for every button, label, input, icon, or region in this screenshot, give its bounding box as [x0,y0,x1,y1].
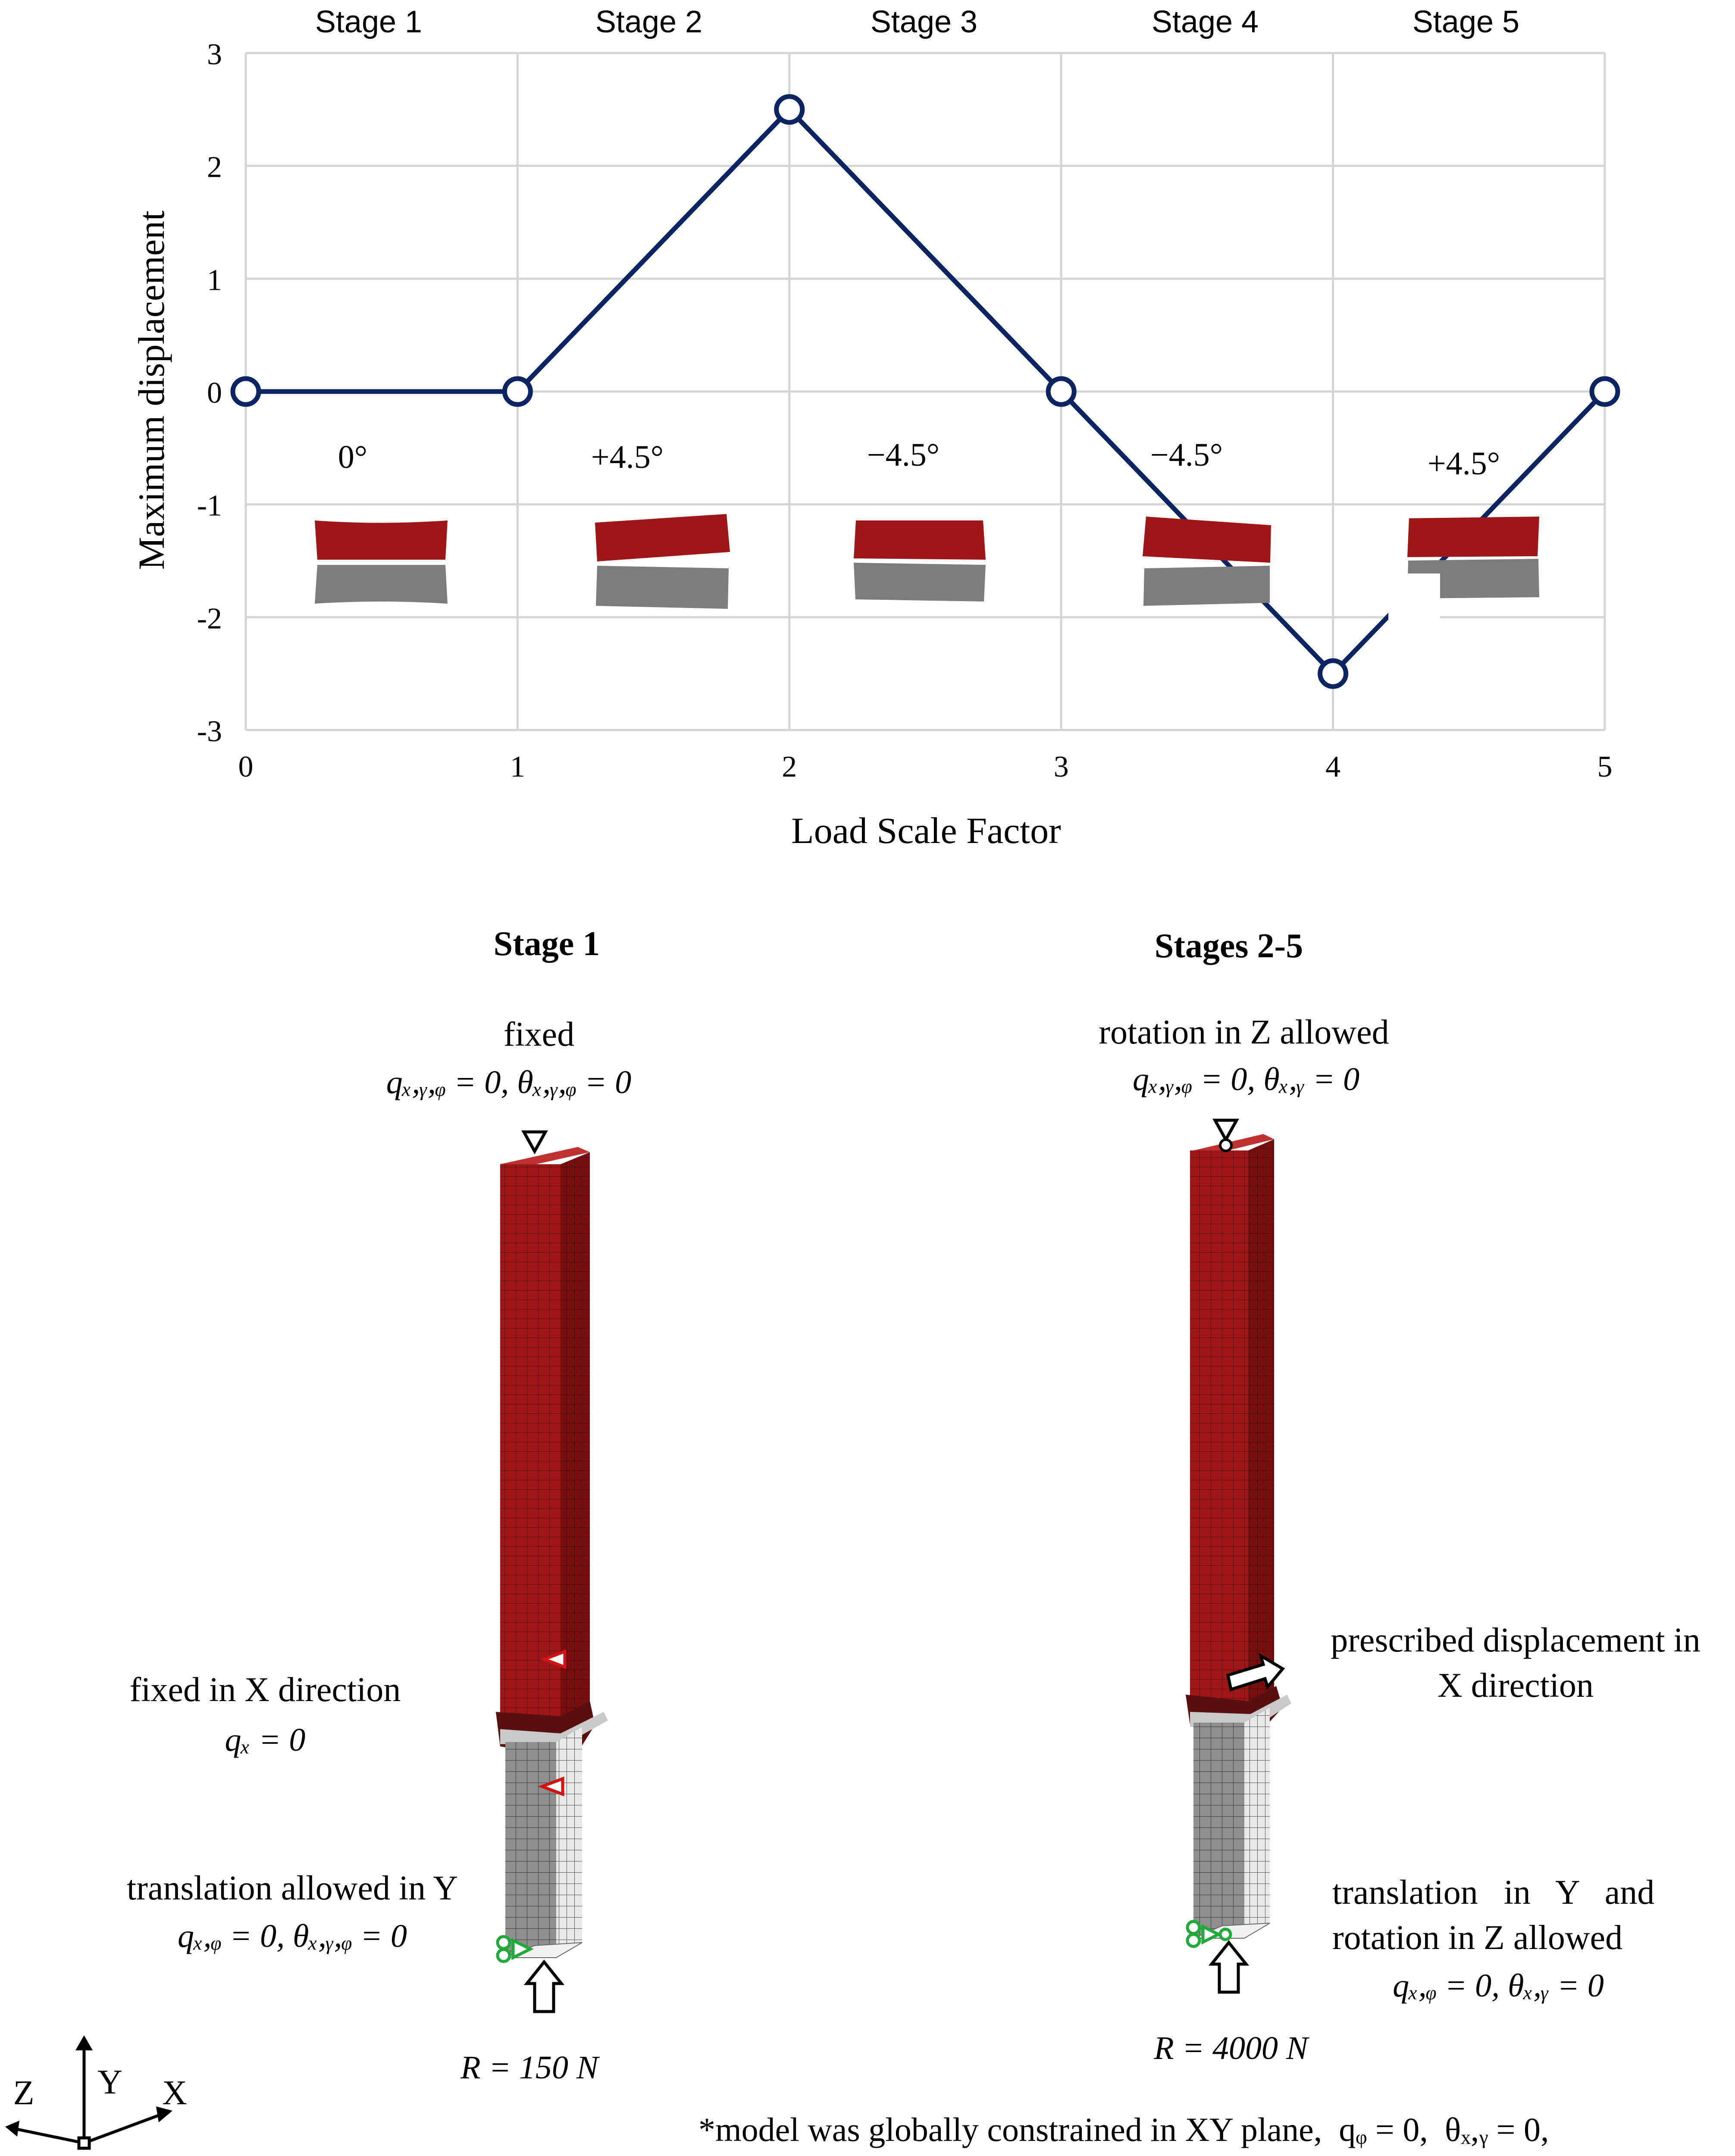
y-tick-label: 2 [207,150,222,184]
stage-1-mid-equation: qₓ = 0 [225,1722,306,1758]
series-point [233,379,259,404]
stage-2-part [1186,1134,1291,1938]
angle-label: −4.5° [867,437,940,473]
joint-rotation-sketches [315,514,1539,621]
stage-label: Stage 1 [315,5,423,39]
stage-1-diagram [127,925,631,2086]
stage-2-mid-label-2: X direction [1437,1667,1594,1705]
series-point [1320,661,1346,686]
line-gap-mask [1388,573,1440,621]
stage-2-bottom-equation: qₓ,ᵩ = 0, θₓ,ᵧ = 0 [1393,1968,1604,2004]
stages-2-5-diagram [1099,927,1700,2066]
y-tick-label: -3 [197,715,222,748]
angle-label: 0° [338,439,368,475]
stage-2-bottom-label-2: rotation in Z allowed [1332,1919,1623,1957]
y-tick-label: 3 [207,38,222,71]
series-point [777,97,802,122]
reaction-force-arrow-2 [1212,1943,1246,1992]
x-tick-label: 4 [1325,750,1341,783]
displacement-chart [131,5,1618,851]
angle-label: +4.5° [591,439,664,475]
x-tick-label: 0 [238,750,254,783]
x-tick-label: 1 [510,750,525,783]
sketch-stage-3 [854,520,986,602]
stage-1-top-equation: qₓ,ᵧ,ᵩ = 0, θₓ,ᵧ,ᵩ = 0 [386,1064,632,1100]
series-point [504,379,530,404]
y-tick-label: -2 [197,602,222,636]
x-tick-label: 3 [1053,750,1069,783]
stage-label: Stage 5 [1412,5,1520,39]
y-tick-label: 0 [207,376,222,410]
triad-x-label: X [162,2074,187,2112]
stage-1-top-label: fixed [503,1015,575,1053]
triad-y-label: Y [97,2063,122,2101]
x-tick-labels [238,750,1613,783]
x-tick-label: 5 [1597,750,1613,783]
stage-1-bottom-equation: qₓ,ᵩ = 0, θₓ,ᵧ,ᵩ = 0 [178,1918,407,1954]
angle-label: +4.5° [1427,445,1500,482]
series-point [1048,379,1074,404]
stage-labels [315,5,1519,39]
x-tick-label: 2 [782,750,797,783]
series-point [1592,379,1618,404]
stage-1-part [496,1147,608,1958]
y-tick-label: 1 [207,263,222,297]
y-tick-labels [197,38,222,748]
stage-1-force: R = 150 N [460,2049,598,2086]
angle-labels [338,437,1500,482]
stage-2-force: R = 4000 N [1154,2030,1308,2066]
fixed-support-marker [524,1132,545,1151]
angle-label: −4.5° [1150,437,1223,473]
y-axis-label: Maximum displacement [131,210,172,570]
stage-label: Stage 2 [595,5,703,39]
sketch-stage-4 [1143,517,1271,606]
triad-z-label: Z [13,2074,34,2112]
sketch-stage-2 [595,514,730,609]
stage-1-bottom-label: translation allowed in Y [127,1869,458,1907]
stage-2-top-equation: qₓ,ᵧ,ᵩ = 0, θₓ,ᵧ = 0 [1132,1061,1360,1097]
stage-2-mid-label-1: prescribed displacement in [1331,1621,1701,1659]
stage-1-mid-label: fixed in X direction [129,1671,401,1709]
stage-label: Stage 4 [1151,5,1259,39]
y-tick-label: -1 [197,489,222,523]
x-axis-label: Load Scale Factor [791,810,1061,851]
stage-2-bottom-label-1: translation in Y and [1332,1874,1655,1912]
stage-label: Stage 3 [870,5,978,39]
stage-2-top-label: rotation in Z allowed [1099,1013,1389,1051]
sketch-stage-1 [315,520,448,604]
stage-1-title: Stage 1 [493,925,600,963]
stage-2-title: Stages 2-5 [1154,927,1303,965]
footnote-line-1: *model was globally constrained in XY plane, qᵩ = 0, θₓ,ᵧ = 0, [698,2111,1549,2148]
reaction-force-arrow [527,1962,561,2012]
